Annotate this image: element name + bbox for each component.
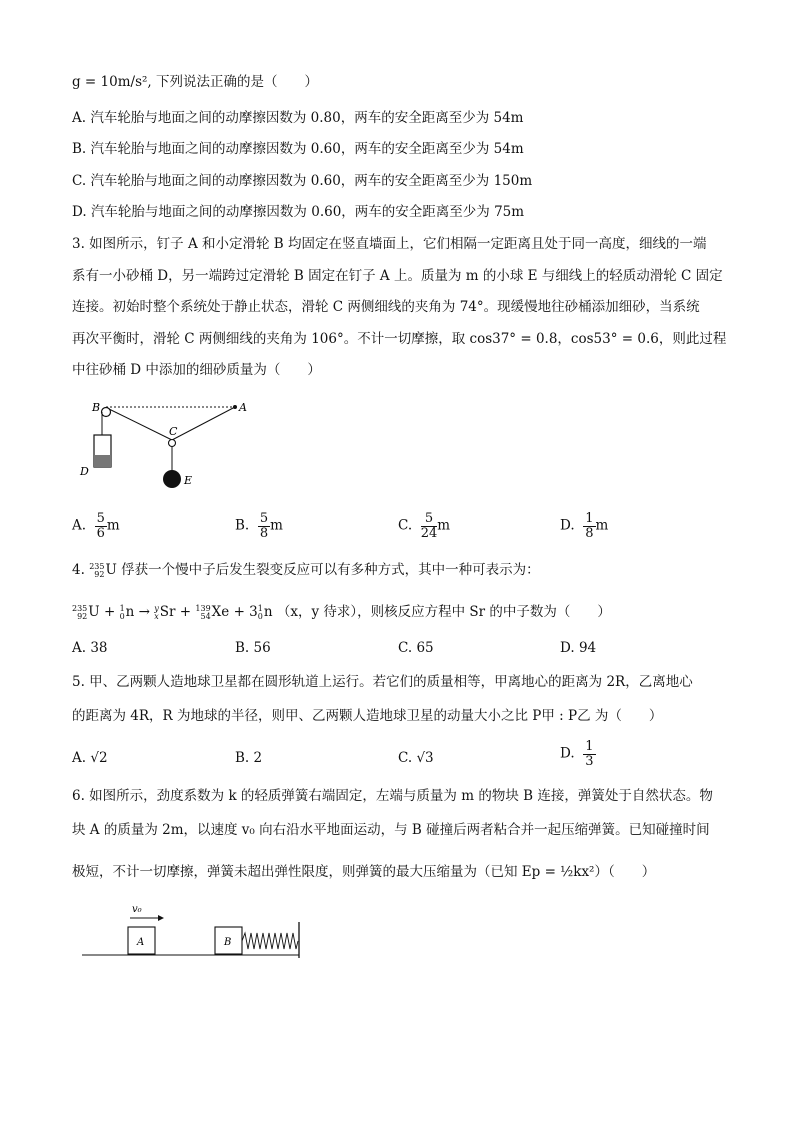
q2-option-a[interactable]: A. 汽车轮胎与地面之间的动摩擦因数为 0.80，两车的安全距离至少为 54m [72, 110, 524, 126]
uranium-nuclide-indices: 235 92 [89, 561, 105, 579]
q4-option-c[interactable]: C. 65 [398, 640, 434, 656]
q4-option-b[interactable]: B. 56 [235, 640, 271, 656]
q3-stem-line-3: 连接。初始时整个系统处于静止状态，滑轮 C 两侧细线的夹角为 74°。现缓慢地往砂桶添加细砂，当系统 [72, 299, 700, 315]
q4-option-d[interactable]: D. 94 [560, 640, 597, 656]
fraction: $\frac{1}{8}$ [585, 511, 594, 541]
fraction: $\frac{5}{8}$ [259, 511, 269, 541]
q3-option-a[interactable]: A. $\frac{5}{6}$ m [72, 511, 120, 541]
q3-pulley-figure [78, 395, 268, 495]
spring [242, 933, 298, 949]
q3-stem-line-4: 再次平衡时，滑轮 C 两侧细线的夹角为 106°。不计一切摩擦，取 cos37° = 0.8，cos53° = 0.6，则此过程 [72, 331, 727, 347]
label-c: C [169, 425, 178, 438]
fraction: $\frac{5}{6}$ [96, 511, 105, 541]
q2-option-b[interactable]: B. 汽车轮胎与地面之间的动摩擦因数为 0.60，两车的安全距离至少为 54m [72, 141, 524, 157]
ball-e [163, 470, 181, 488]
velocity-arrowhead [158, 915, 164, 921]
label-v0: v₀ [132, 904, 142, 915]
fraction: $\frac{5}{24}$ [420, 511, 438, 541]
q3-stem-line-5: 中往砂桶 D 中添加的细砂质量为（ ） [72, 362, 321, 378]
label-a: A [239, 401, 247, 414]
fraction: $\frac{1}{3}$ [585, 739, 594, 769]
label-block-b: B [224, 937, 232, 948]
q3-stem-line-1: 3. 如图所示，钉子 A 和小定滑轮 B 均固定在竖直墙面上，它们相隔一定距离且处于同一高度，细线的一端 [72, 236, 707, 252]
q3-stem-line-2: 系有一小砂桶 D，另一端跨过定滑轮 B 固定在钉子 A 上。质量为 m 的小球 E 与细线上的轻质动滑轮 C 固定 [72, 268, 723, 284]
q5-option-a[interactable]: A. √2 [72, 750, 108, 766]
q5-stem-line-2: 的距离为 4R，R 为地球的半径，则甲、乙两颗人造地球卫星的动量大小之比 P甲 : P乙 为（ ） [72, 708, 663, 724]
q5-option-c[interactable]: C. √3 [398, 750, 434, 766]
string-c-to-a [172, 407, 235, 440]
q4-stem-line-1: 4. 235 92 U 俘获一个慢中子后发生裂变反应可以有多种方式，其中一种可表示为： [72, 561, 540, 579]
q4-option-a[interactable]: A. 38 [72, 640, 108, 656]
q6-stem-line-3: 极短，不计一切摩擦，弹簧未超出弹性限度，则弹簧的最大压缩量为（已知 Ep = ½kx²）（ ） [72, 864, 656, 880]
q3-option-c[interactable]: C. $\frac{5}{24}$ m [398, 511, 451, 541]
q5-stem-line-1: 5. 甲、乙两颗人造地球卫星都在圆形轨道上运行。若它们的质量相等，甲离地心的距离为 2R，乙离地心 [72, 674, 693, 690]
nuclear-equation: 235 92 U + 1 0 n → y x Sr + 139 54 Xe + 3 1 0 n [72, 603, 277, 621]
label-d: D [80, 465, 89, 478]
q2-stem-tail: g = 10m/s², 下列说法正确的是（ ） [72, 74, 318, 90]
sand-fill [94, 455, 111, 467]
q6-spring-block-figure [78, 900, 308, 962]
q3-option-b[interactable]: B. $\frac{5}{8}$ m [235, 511, 283, 541]
label-block-a: A [137, 937, 145, 948]
q2-option-d[interactable]: D. 汽车轮胎与地面之间的动摩擦因数为 0.60，两车的安全距离至少为 75m [72, 204, 525, 220]
string-b-to-c [109, 409, 172, 440]
q3-option-d[interactable]: D. $\frac{1}{8}$ m [560, 511, 609, 541]
label-b: B [92, 401, 101, 414]
q2-option-c[interactable]: C. 汽车轮胎与地面之间的动摩擦因数为 0.60，两车的安全距离至少为 150m [72, 173, 533, 189]
q4-equation-line: 235 92 U + 1 0 n → y x Sr + 139 54 Xe + 3 1 0 n （x，y 待求），则核反应方程中 Sr 的中子数为（ ） [72, 603, 611, 621]
label-e: E [184, 474, 193, 487]
q5-option-b[interactable]: B. 2 [235, 750, 263, 766]
pulley-c [169, 440, 176, 447]
q6-stem-line-2: 块 A 的质量为 2m，以速度 v₀ 向右沿水平地面运动，与 B 碰撞后两者粘合并一起压缩弹簧。已知碰撞时间 [72, 822, 710, 838]
q5-option-d[interactable]: D. $\frac{1}{3}$ [560, 739, 594, 769]
q6-stem-line-1: 6. 如图所示，劲度系数为 k 的轻质弹簧右端固定，左端与质量为 m 的物块 B 连接，弹簧处于自然状态。物 [72, 788, 713, 804]
